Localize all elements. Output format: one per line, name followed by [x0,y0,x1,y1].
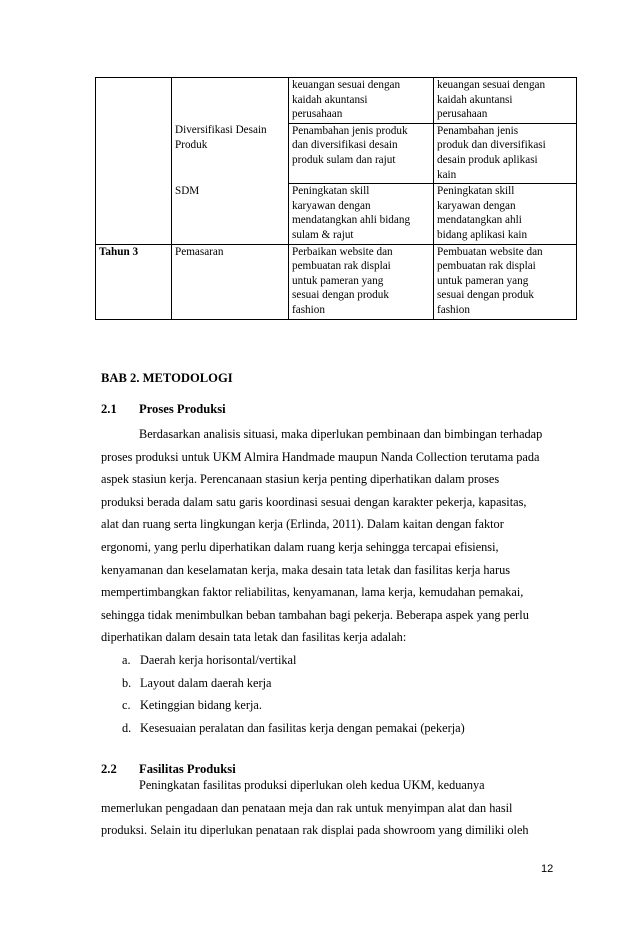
cell-line: Peningkatan skill [292,185,370,198]
cell-line: kaidah akuntansi [437,93,513,106]
paragraph-line: alat dan ruang serta lingkungan kerja (Erlinda, 2011). Dalam kaitan dengan faktor [101,517,504,532]
target-cell [434,244,577,319]
cell-line: pembuatan rak displai [437,260,536,273]
list-item-text: Kesesuaian peralatan dan fasilitas kerja dengan pemakai (pekerja) [140,720,465,735]
cell-line: dan diversifikasi desain [292,139,398,152]
aspect-cell [172,184,289,244]
section-heading-2-1 [101,402,226,417]
cell-line: Pembuatan website dan [437,245,543,258]
paragraph-line: ergonomi, yang perlu diperhatikan dalam ruang kerja sehingga tercapai efisiensi, [101,539,499,554]
year-cell [96,78,172,124]
paragraph-line: diperhatikan dalam desain tata letak dan fasilitas kerja adalah: [101,630,407,645]
cell-line: Pemasaran [175,245,224,258]
target-cell [434,184,577,244]
cell-line: kaidah akuntansi [292,93,368,106]
cell-line: Tahun 3 [99,245,139,258]
activity-plan-table [95,77,577,320]
table-row [96,78,577,124]
page-number: 12 [541,863,554,875]
paragraph-line: memerlukan pengadaan dan penataan meja dan rak untuk menyimpan alat dan hasil [101,800,513,815]
cell-line: mendatangkan ahli bidang [292,214,411,227]
target-cell [434,78,577,124]
section-title: Fasilitas Produksi [139,762,236,776]
cell-line: desain produk aplikasi [437,153,538,166]
activity-cell [289,244,434,319]
table-row [96,184,577,244]
cell-line: Penambahan jenis [437,124,519,137]
cell-line: sesuai dengan produk [292,289,389,302]
activity-cell [289,123,434,183]
cell-line: keuangan sesuai dengan [437,79,546,91]
paragraph-line: produksi. Selain itu diperlukan penataan rak displai pada showroom yang dimiliki oleh [101,823,529,838]
year-cell [96,123,172,183]
cell-line: Peningkatan skill [437,185,515,198]
activity-cell [289,78,434,124]
cell-line: fashion [437,303,470,316]
paragraph-line: mempertimbangkan faktor reliabilitas, kenyamanan, lama kerja, kemudahan pemakai, [101,585,524,600]
cell-line: pembuatan rak displai [292,260,391,273]
cell-line: untuk pameran yang [292,274,384,287]
cell-line: bidang aplikasi kain [437,228,528,241]
year-cell [96,244,172,319]
cell-line: Penambahan jenis produk [292,124,408,137]
list-item [122,672,465,695]
paragraph-line: aspek stasiun kerja. Perencanaan stasiun kerja penting diperhatikan dalam proses [101,472,500,487]
chapter-title: BAB 2. METODOLOGI [101,371,233,385]
aspect-cell [172,244,289,319]
cell-line: karyawan dengan [292,199,371,212]
aspect-cell [172,78,289,124]
cell-line: perusahaan [437,108,488,121]
cell-line: untuk pameran yang [437,274,529,287]
list-marker: a. [122,653,131,667]
section-number: 2.2 [101,762,117,776]
list-item-text: Daerah kerja horisontal/vertikal [140,653,297,667]
year-cell [96,184,172,244]
paragraph-line: Peningkatan fasilitas produksi diperlukan oleh kedua UKM, keduanya [139,778,485,792]
list-item [122,717,465,740]
cell-line: sesuai dengan produk [437,289,534,302]
cell-line: Produk [175,138,208,151]
cell-line: Diversifikasi Desain [175,124,267,137]
section-number: 2.1 [101,402,117,416]
table-row [96,244,577,319]
table-row [96,123,577,183]
section-title: Proses Produksi [139,402,226,416]
cell-line: keuangan sesuai dengan [292,79,401,91]
cell-line: mendatangkan ahli [437,214,522,227]
activity-cell [289,184,434,244]
cell-line: fashion [292,303,325,316]
paragraph-line: sehingga tidak menimbulkan beban tambahan bagi pekerja. Beberapa aspek yang perlu [101,607,529,622]
section-2-1-paragraph [101,423,571,649]
target-cell [434,123,577,183]
cell-line: SDM [175,184,200,197]
aspect-cell [172,123,289,183]
aspect-list [122,649,465,739]
cell-line: sulam & rajut [292,228,354,241]
paragraph-line: kenyamanan dan keselamatan kerja, maka desain tata letak dan fasilitas kerja harus [101,562,511,577]
paragraph-line: proses produksi untuk UKM Almira Handmade maupun Nanda Collection terutama pada [101,449,540,464]
list-marker: c. [122,698,131,713]
list-item-text: Layout dalam daerah kerja [140,675,272,690]
list-marker: b. [122,675,132,690]
list-marker: d. [122,720,132,735]
paragraph-line: Berdasarkan analisis situasi, maka diperlukan pembinaan dan bimbingan terhadap [139,427,543,441]
list-item-text: Ketinggian bidang kerja. [140,698,262,713]
cell-line: produk sulam dan rajut [292,153,396,166]
cell-line: perusahaan [292,108,343,121]
paragraph-line: produksi berada dalam satu garis koordinasi sesuai dengan karakter pekerja, kapasitas, [101,494,527,509]
section-2-2-paragraph [101,774,571,842]
list-item [122,694,465,717]
list-item [122,649,465,672]
cell-line: produk dan diversifikasi [437,139,546,152]
cell-line: karyawan dengan [437,199,516,212]
cell-line: Perbaikan website dan [292,245,393,258]
cell-line: kain [437,168,457,181]
